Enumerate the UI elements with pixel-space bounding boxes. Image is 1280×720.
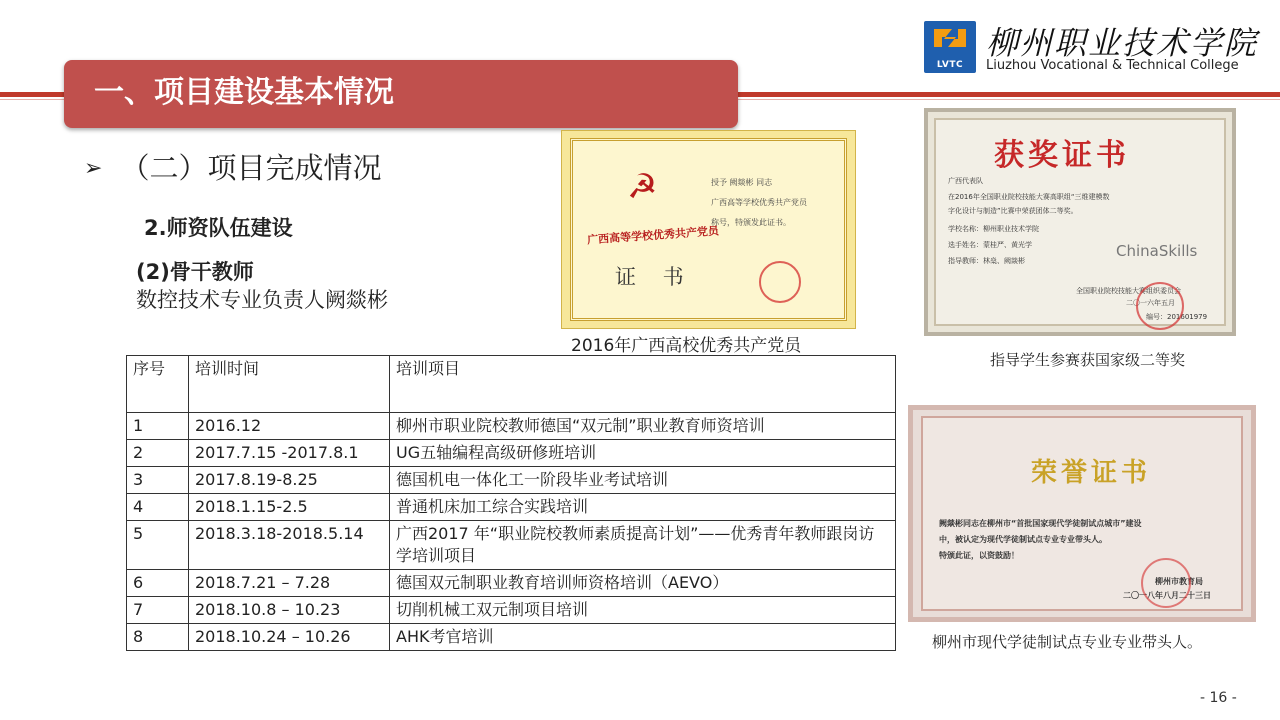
certificate-party-member bbox=[561, 130, 856, 329]
cert3-title: 荣誉证书 bbox=[1031, 458, 1152, 488]
table-cell: 1 bbox=[127, 413, 189, 440]
table-header-cell: 序号 bbox=[127, 356, 189, 413]
cert2-caption: 指导学生参赛获国家级二等奖 bbox=[990, 351, 1186, 369]
table-header-row bbox=[127, 356, 896, 413]
table-cell: 8 bbox=[127, 624, 189, 651]
table-cell: 2017.7.15 -2017.8.1 bbox=[189, 440, 390, 467]
table-cell: 切削机械工双元制项目培训 bbox=[390, 597, 896, 624]
table-cell: 2018.3.18-2018.5.14 bbox=[189, 521, 390, 570]
cert2-line: 选手姓名：蒙桂严、黄光学 bbox=[948, 241, 1032, 249]
logo-name-en: Liuzhou Vocational & Technical College bbox=[986, 58, 1239, 73]
table-row bbox=[127, 570, 896, 597]
cert1-line: 广西高等学校优秀共产党员 bbox=[711, 198, 807, 207]
table-cell: 7 bbox=[127, 597, 189, 624]
table-cell: 普通机床加工综合实践培训 bbox=[390, 494, 896, 521]
table-cell: 广西2017 年“职业院校教师素质提高计划”——优秀青年教师跟岗访学培训项目 bbox=[390, 521, 896, 570]
table-row bbox=[127, 494, 896, 521]
logo-mark-icon bbox=[924, 21, 976, 73]
logo-name-cn: 柳州职业技术学院 bbox=[986, 24, 1259, 62]
red-seal-icon bbox=[759, 261, 801, 303]
cert3-line: 特颁此证，以资鼓励！ bbox=[939, 551, 1019, 560]
table-header-cell: 培训时间 bbox=[189, 356, 390, 413]
table-cell: 德国双元制职业教育培训师资格培训（AEVO） bbox=[390, 570, 896, 597]
table-cell: AHK考官培训 bbox=[390, 624, 896, 651]
red-seal-icon bbox=[1141, 558, 1191, 608]
page-number: - 16 - bbox=[1200, 690, 1237, 706]
cert2-line: 全国职业院校技能大赛组织委员会 bbox=[1076, 287, 1181, 295]
table-header-cell: 培训项目 bbox=[390, 356, 896, 413]
table-cell: 5 bbox=[127, 521, 189, 570]
bullet-arrow-icon: ➢ bbox=[84, 156, 103, 181]
table-row bbox=[127, 413, 896, 440]
subheading bbox=[84, 146, 381, 187]
table-cell: 2 bbox=[127, 440, 189, 467]
table-row bbox=[127, 440, 896, 467]
training-table bbox=[126, 355, 896, 651]
table-cell: 2016.12 bbox=[189, 413, 390, 440]
cert1-caption: 2016年广西高校优秀共产党员 bbox=[571, 336, 802, 356]
slide-title: 一、项目建设基本情况 bbox=[94, 75, 394, 110]
cert2-title: 获奖证书 bbox=[994, 138, 1130, 173]
cert2-line: 在2016年全国职业院校技能大赛高职组“三维建模数 bbox=[948, 193, 1110, 201]
person-line: 数控技术专业负责人阙燚彬 bbox=[136, 288, 388, 312]
table-cell: 2017.8.19-8.25 bbox=[189, 467, 390, 494]
party-emblem-icon: ☭ bbox=[627, 167, 658, 207]
college-logo bbox=[922, 18, 1259, 78]
table-cell: 6 bbox=[127, 570, 189, 597]
table-cell: 2018.10.8 – 10.23 bbox=[189, 597, 390, 624]
table-row bbox=[127, 624, 896, 651]
cert2-line: 二〇一六年五月 bbox=[1126, 299, 1175, 307]
certificate-award bbox=[924, 108, 1236, 336]
cert3-line: 二〇一八年八月二十三日 bbox=[1123, 591, 1211, 600]
certificate-honor bbox=[908, 405, 1256, 622]
cert2-line: 广西代表队 bbox=[948, 177, 983, 185]
cert2-line: 编号：201601979 bbox=[1146, 313, 1208, 321]
table-cell: UG五轴编程高级研修班培训 bbox=[390, 440, 896, 467]
cert3-line: 阙燚彬同志在柳州市“首批国家现代学徒制试点城市”建设 bbox=[939, 519, 1142, 528]
table-row bbox=[127, 597, 896, 624]
cert2-line: 字化设计与制造”比赛中荣获团体二等奖。 bbox=[948, 207, 1078, 215]
cert2-line: 指导教师：林燊、阙燚彬 bbox=[948, 257, 1025, 265]
cert3-line: 柳州市教育局 bbox=[1155, 577, 1203, 586]
cert2-line: 学校名称：柳州职业技术学院 bbox=[948, 225, 1039, 233]
cert1-title: 证 书 bbox=[615, 265, 694, 289]
table-cell: 4 bbox=[127, 494, 189, 521]
table-row bbox=[127, 521, 896, 570]
cert3-caption: 柳州市现代学徒制试点专业专业带头人。 bbox=[932, 633, 1203, 651]
logo-abbr: LVTC bbox=[936, 60, 964, 70]
table-cell: 3 bbox=[127, 467, 189, 494]
red-seal-icon bbox=[1136, 282, 1184, 330]
table-cell: 2018.1.15-2.5 bbox=[189, 494, 390, 521]
cert1-line: 授予 阙燚彬 同志 bbox=[711, 178, 773, 187]
chinaskills-logo: ChinaSkills bbox=[1116, 242, 1198, 260]
section-title: 2.师资队伍建设 bbox=[144, 216, 293, 240]
table-cell: 2018.10.24 – 10.26 bbox=[189, 624, 390, 651]
table-cell: 2018.7.21 – 7.28 bbox=[189, 570, 390, 597]
subsection-title: (2)骨干教师 bbox=[136, 260, 254, 284]
cert1-line: 称号，特颁发此证书。 bbox=[711, 218, 791, 227]
table-cell: 柳州市职业院校教师德国“双元制”职业教育师资培训 bbox=[390, 413, 896, 440]
table-row bbox=[127, 467, 896, 494]
cert3-line: 中，被认定为现代学徒制试点专业专业带头人。 bbox=[939, 535, 1107, 544]
cert1-vertical-title: 广西高等学校优秀共产党员 bbox=[586, 224, 720, 247]
subheading-text: （二）项目完成情况 bbox=[120, 151, 382, 185]
table-cell: 德国机电一体化工一阶段毕业考试培训 bbox=[390, 467, 896, 494]
